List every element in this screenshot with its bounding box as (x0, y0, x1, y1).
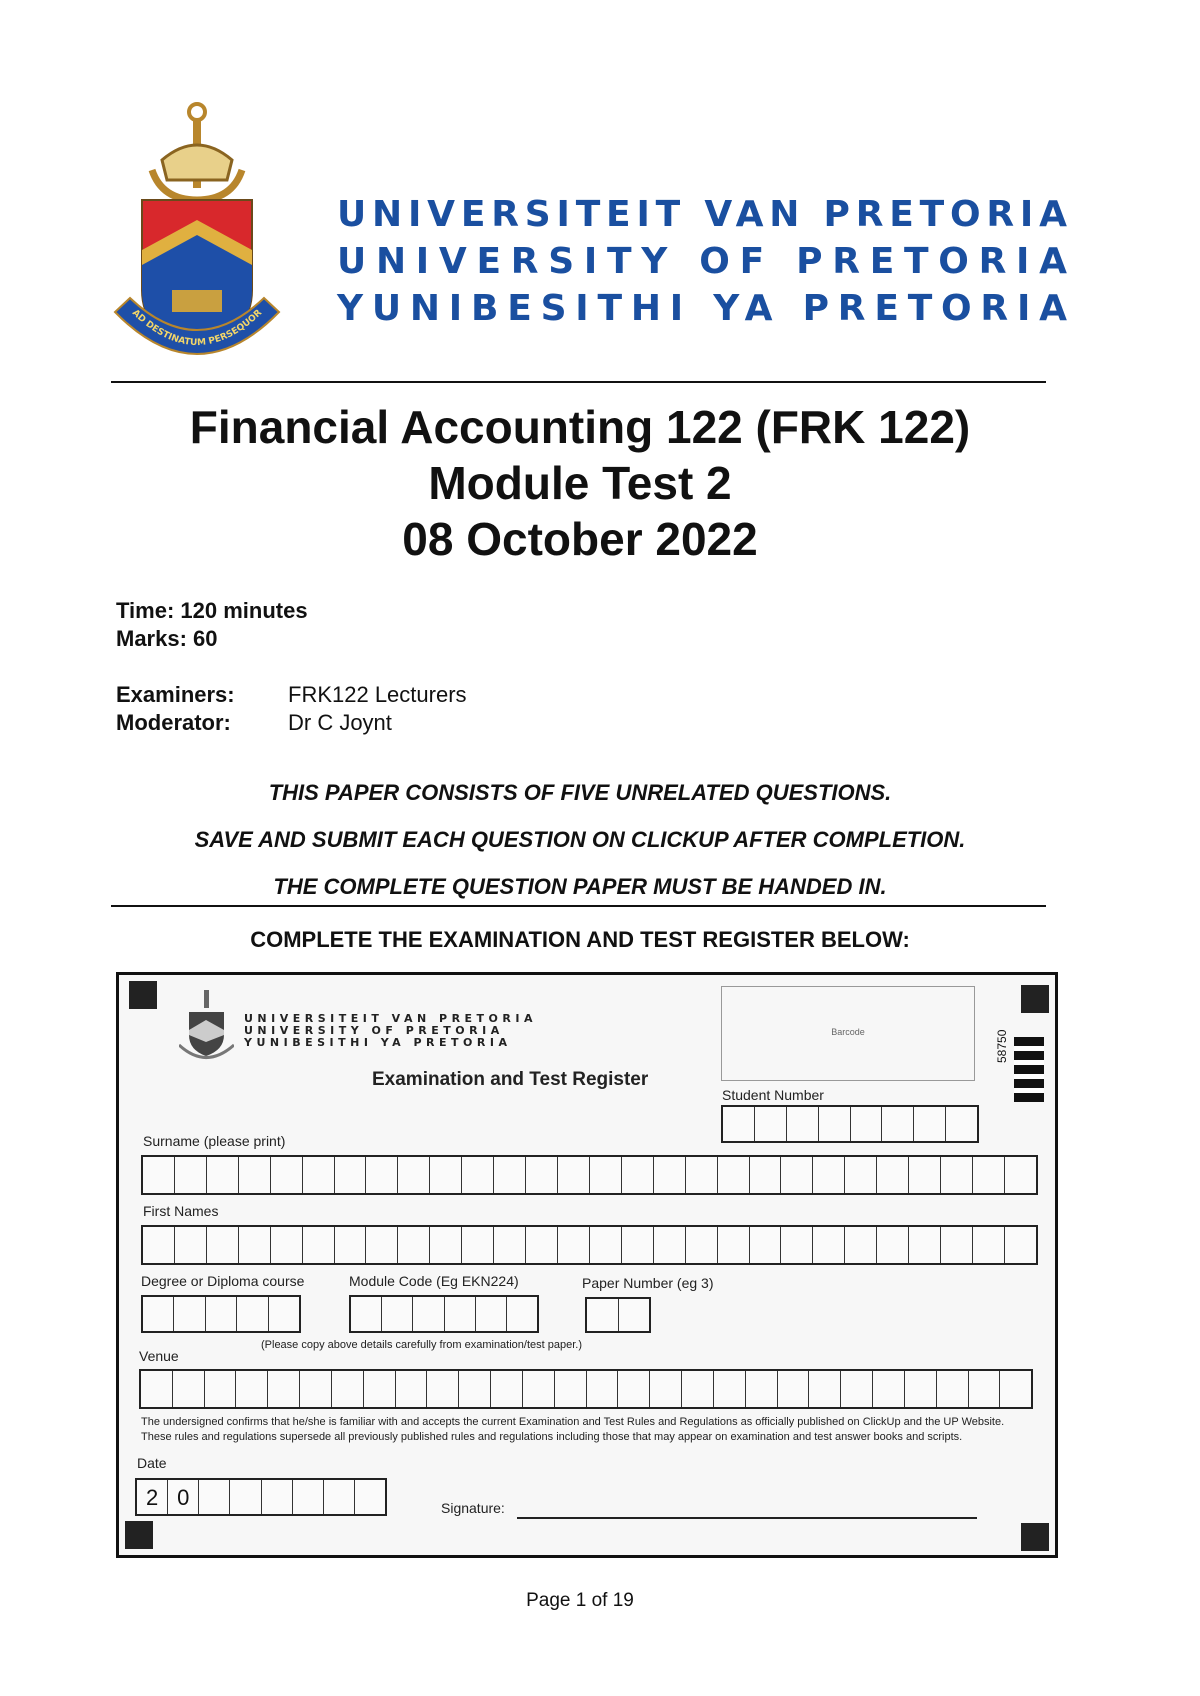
signature-line[interactable] (517, 1517, 977, 1519)
character-box[interactable] (750, 1157, 782, 1193)
character-box[interactable] (909, 1227, 941, 1263)
character-box[interactable] (718, 1157, 750, 1193)
crest-small-logo (179, 990, 234, 1060)
crest-motto: AD DESTINATUM PERSEQUOR (129, 308, 265, 349)
surname-label: Surname (please print) (143, 1133, 286, 1149)
character-box[interactable] (206, 1297, 237, 1331)
university-names (335, 190, 1075, 340)
module-code-label: Module Code (Eg EKN224) (349, 1273, 519, 1289)
character-box[interactable] (364, 1371, 396, 1407)
character-box[interactable] (851, 1107, 883, 1141)
character-box[interactable] (714, 1371, 746, 1407)
divider (111, 381, 1046, 383)
character-box[interactable] (973, 1227, 1005, 1263)
character-box[interactable] (230, 1480, 261, 1514)
character-box[interactable] (723, 1107, 755, 1141)
university-name-english: UNIVERSITY OF PRETORIA (337, 241, 1067, 282)
character-box[interactable]: 0 (168, 1480, 199, 1514)
character-box[interactable] (351, 1297, 382, 1331)
venue-input[interactable] (139, 1369, 1033, 1409)
character-box[interactable] (781, 1227, 813, 1263)
character-box[interactable] (686, 1157, 718, 1193)
degree-input[interactable] (141, 1295, 301, 1333)
qr-code-icon (1014, 1037, 1044, 1102)
instruction: THE COMPLETE QUESTION PAPER MUST BE HANDED IN. (273, 874, 887, 899)
surname-input[interactable] (141, 1155, 1038, 1195)
character-box[interactable] (909, 1157, 941, 1193)
signature-label: Signature: (441, 1500, 505, 1516)
character-box[interactable] (778, 1371, 810, 1407)
character-box[interactable] (427, 1371, 459, 1407)
character-box[interactable] (335, 1227, 367, 1263)
character-box[interactable] (555, 1371, 587, 1407)
character-box[interactable] (207, 1157, 239, 1193)
university-crest-logo (112, 100, 282, 365)
character-box[interactable] (622, 1157, 654, 1193)
character-box[interactable] (491, 1371, 523, 1407)
character-box[interactable] (262, 1480, 293, 1514)
first-names-label: First Names (143, 1203, 219, 1219)
character-box[interactable] (969, 1371, 1001, 1407)
character-box[interactable] (654, 1157, 686, 1193)
character-box[interactable] (841, 1371, 873, 1407)
registration-mark (129, 981, 157, 1009)
registration-mark (1021, 1523, 1049, 1551)
character-box[interactable] (587, 1371, 619, 1407)
character-box[interactable] (507, 1297, 537, 1331)
character-box[interactable] (175, 1157, 207, 1193)
university-name-sepedi: YUNIBESITHI YA PRETORIA (337, 288, 1067, 329)
date-input[interactable] (135, 1478, 387, 1516)
character-box[interactable] (141, 1371, 173, 1407)
copy-note: (Please copy above details carefully from examination/test paper.) (261, 1339, 582, 1351)
character-box[interactable] (914, 1107, 946, 1141)
character-box[interactable] (877, 1227, 909, 1263)
time-line: Time: 120 minutes (116, 598, 308, 623)
character-box[interactable] (809, 1371, 841, 1407)
character-box[interactable] (937, 1371, 969, 1407)
student-number-input[interactable] (721, 1105, 979, 1143)
character-box[interactable]: 2 (137, 1480, 168, 1514)
character-box[interactable] (236, 1371, 268, 1407)
character-box[interactable] (781, 1157, 813, 1193)
character-box[interactable] (396, 1371, 428, 1407)
character-box[interactable] (143, 1297, 174, 1331)
character-box[interactable] (587, 1299, 619, 1331)
character-box[interactable] (813, 1157, 845, 1193)
degree-label: Degree or Diploma course (141, 1273, 305, 1289)
moderator-line: Moderator: Dr C Joynt (116, 710, 392, 735)
character-box[interactable] (590, 1157, 622, 1193)
character-box[interactable] (526, 1157, 558, 1193)
character-box[interactable] (300, 1371, 332, 1407)
instruction: SAVE AND SUBMIT EACH QUESTION ON CLICKUP AFTER COMPLETION. (194, 827, 966, 852)
barcode-box: Barcode (721, 986, 975, 1081)
character-box[interactable] (558, 1227, 590, 1263)
character-box[interactable] (268, 1371, 300, 1407)
character-box[interactable] (303, 1157, 335, 1193)
character-box[interactable] (941, 1157, 973, 1193)
exam-register-form (116, 972, 1058, 1558)
character-box[interactable] (941, 1227, 973, 1263)
character-box[interactable] (1005, 1157, 1036, 1193)
declaration-text: The undersigned confirms that he/she is familiar with and accepts the current Examination and Test Rules and Regulations as officially published on ClickUp and the UP Website. These rules and regulations supersede all previously published rules and regulations including those that may appear on examination and test answer books and scripts. (141, 1416, 1005, 1443)
character-box[interactable] (746, 1371, 778, 1407)
character-box[interactable] (819, 1107, 851, 1141)
character-box[interactable] (654, 1227, 686, 1263)
character-box[interactable] (650, 1371, 682, 1407)
character-box[interactable] (430, 1157, 462, 1193)
character-box[interactable] (462, 1227, 494, 1263)
character-box[interactable] (905, 1371, 937, 1407)
character-box[interactable] (239, 1157, 271, 1193)
character-box[interactable] (366, 1157, 398, 1193)
character-box[interactable] (271, 1157, 303, 1193)
character-box[interactable] (398, 1157, 430, 1193)
character-box[interactable] (813, 1227, 845, 1263)
university-name-afrikaans: UNIVERSITEIT VAN PRETORIA (337, 194, 1067, 235)
first-names-input[interactable] (141, 1225, 1038, 1265)
character-box[interactable] (430, 1227, 462, 1263)
register-university-name: YUNIBESITHI YA PRETORIA (244, 1036, 512, 1049)
character-box[interactable] (239, 1227, 271, 1263)
character-box[interactable] (205, 1371, 237, 1407)
character-box[interactable] (619, 1299, 650, 1331)
character-box[interactable] (682, 1371, 714, 1407)
character-box[interactable] (590, 1227, 622, 1263)
character-box[interactable] (175, 1227, 207, 1263)
register-title: Examination and Test Register (372, 1069, 649, 1090)
register-heading: COMPLETE THE EXAMINATION AND TEST REGISTER BELOW: (250, 927, 910, 952)
character-box[interactable] (558, 1157, 590, 1193)
character-box[interactable] (269, 1297, 299, 1331)
character-box[interactable] (973, 1157, 1005, 1193)
character-box[interactable] (366, 1227, 398, 1263)
character-box[interactable] (622, 1227, 654, 1263)
character-box[interactable] (143, 1227, 175, 1263)
character-box[interactable] (750, 1227, 782, 1263)
divider (111, 905, 1046, 907)
character-box[interactable] (1000, 1371, 1031, 1407)
character-box[interactable] (718, 1227, 750, 1263)
test-title: Module Test 2 (428, 457, 732, 509)
registration-mark (1021, 985, 1049, 1013)
character-box[interactable] (355, 1480, 385, 1514)
character-box[interactable] (686, 1227, 718, 1263)
character-box[interactable] (143, 1157, 175, 1193)
character-box[interactable] (526, 1227, 558, 1263)
character-box[interactable] (398, 1227, 430, 1263)
examiners-line: Examiners: FRK122 Lecturers (116, 682, 467, 707)
character-box[interactable] (476, 1297, 507, 1331)
marks-line: Marks: 60 (116, 626, 218, 651)
character-box[interactable] (462, 1157, 494, 1193)
module-code-input[interactable] (349, 1295, 539, 1333)
character-box[interactable] (173, 1371, 205, 1407)
registration-mark (125, 1521, 153, 1549)
character-box[interactable] (324, 1480, 355, 1514)
character-box[interactable] (237, 1297, 268, 1331)
register-university-name: UNIVERSITY OF PRETORIA (244, 1024, 504, 1037)
character-box[interactable] (882, 1107, 914, 1141)
page-number: Page 1 of 19 (526, 1590, 634, 1611)
character-box[interactable] (845, 1157, 877, 1193)
serial-number: 58750 (995, 1029, 1009, 1063)
course-title: Financial Accounting 122 (FRK 122) (189, 401, 971, 453)
test-date: 08 October 2022 (402, 513, 758, 565)
character-box[interactable] (271, 1227, 303, 1263)
character-box[interactable] (494, 1157, 526, 1193)
character-box[interactable] (445, 1297, 476, 1331)
character-box[interactable] (873, 1371, 905, 1407)
character-box[interactable] (494, 1227, 526, 1263)
instruction: THIS PAPER CONSISTS OF FIVE UNRELATED QUESTIONS. (268, 780, 892, 805)
character-box[interactable] (199, 1480, 230, 1514)
character-box[interactable] (174, 1297, 205, 1331)
character-box[interactable] (335, 1157, 367, 1193)
date-label: Date (137, 1455, 167, 1471)
paper-number-input[interactable] (585, 1297, 651, 1333)
character-box[interactable] (413, 1297, 444, 1331)
character-box[interactable] (523, 1371, 555, 1407)
register-university-name: UNIVERSITEIT VAN PRETORIA (244, 1012, 537, 1025)
paper-number-label: Paper Number (eg 3) (582, 1275, 714, 1291)
character-box[interactable] (1005, 1227, 1036, 1263)
character-box[interactable] (845, 1227, 877, 1263)
character-box[interactable] (459, 1371, 491, 1407)
character-box[interactable] (332, 1371, 364, 1407)
character-box[interactable] (293, 1480, 324, 1514)
character-box[interactable] (946, 1107, 977, 1141)
character-box[interactable] (303, 1227, 335, 1263)
character-box[interactable] (618, 1371, 650, 1407)
character-box[interactable] (877, 1157, 909, 1193)
character-box[interactable] (207, 1227, 239, 1263)
venue-label: Venue (139, 1348, 179, 1364)
student-number-label: Student Number (722, 1087, 824, 1103)
character-box[interactable] (382, 1297, 413, 1331)
character-box[interactable] (755, 1107, 787, 1141)
character-box[interactable] (787, 1107, 819, 1141)
